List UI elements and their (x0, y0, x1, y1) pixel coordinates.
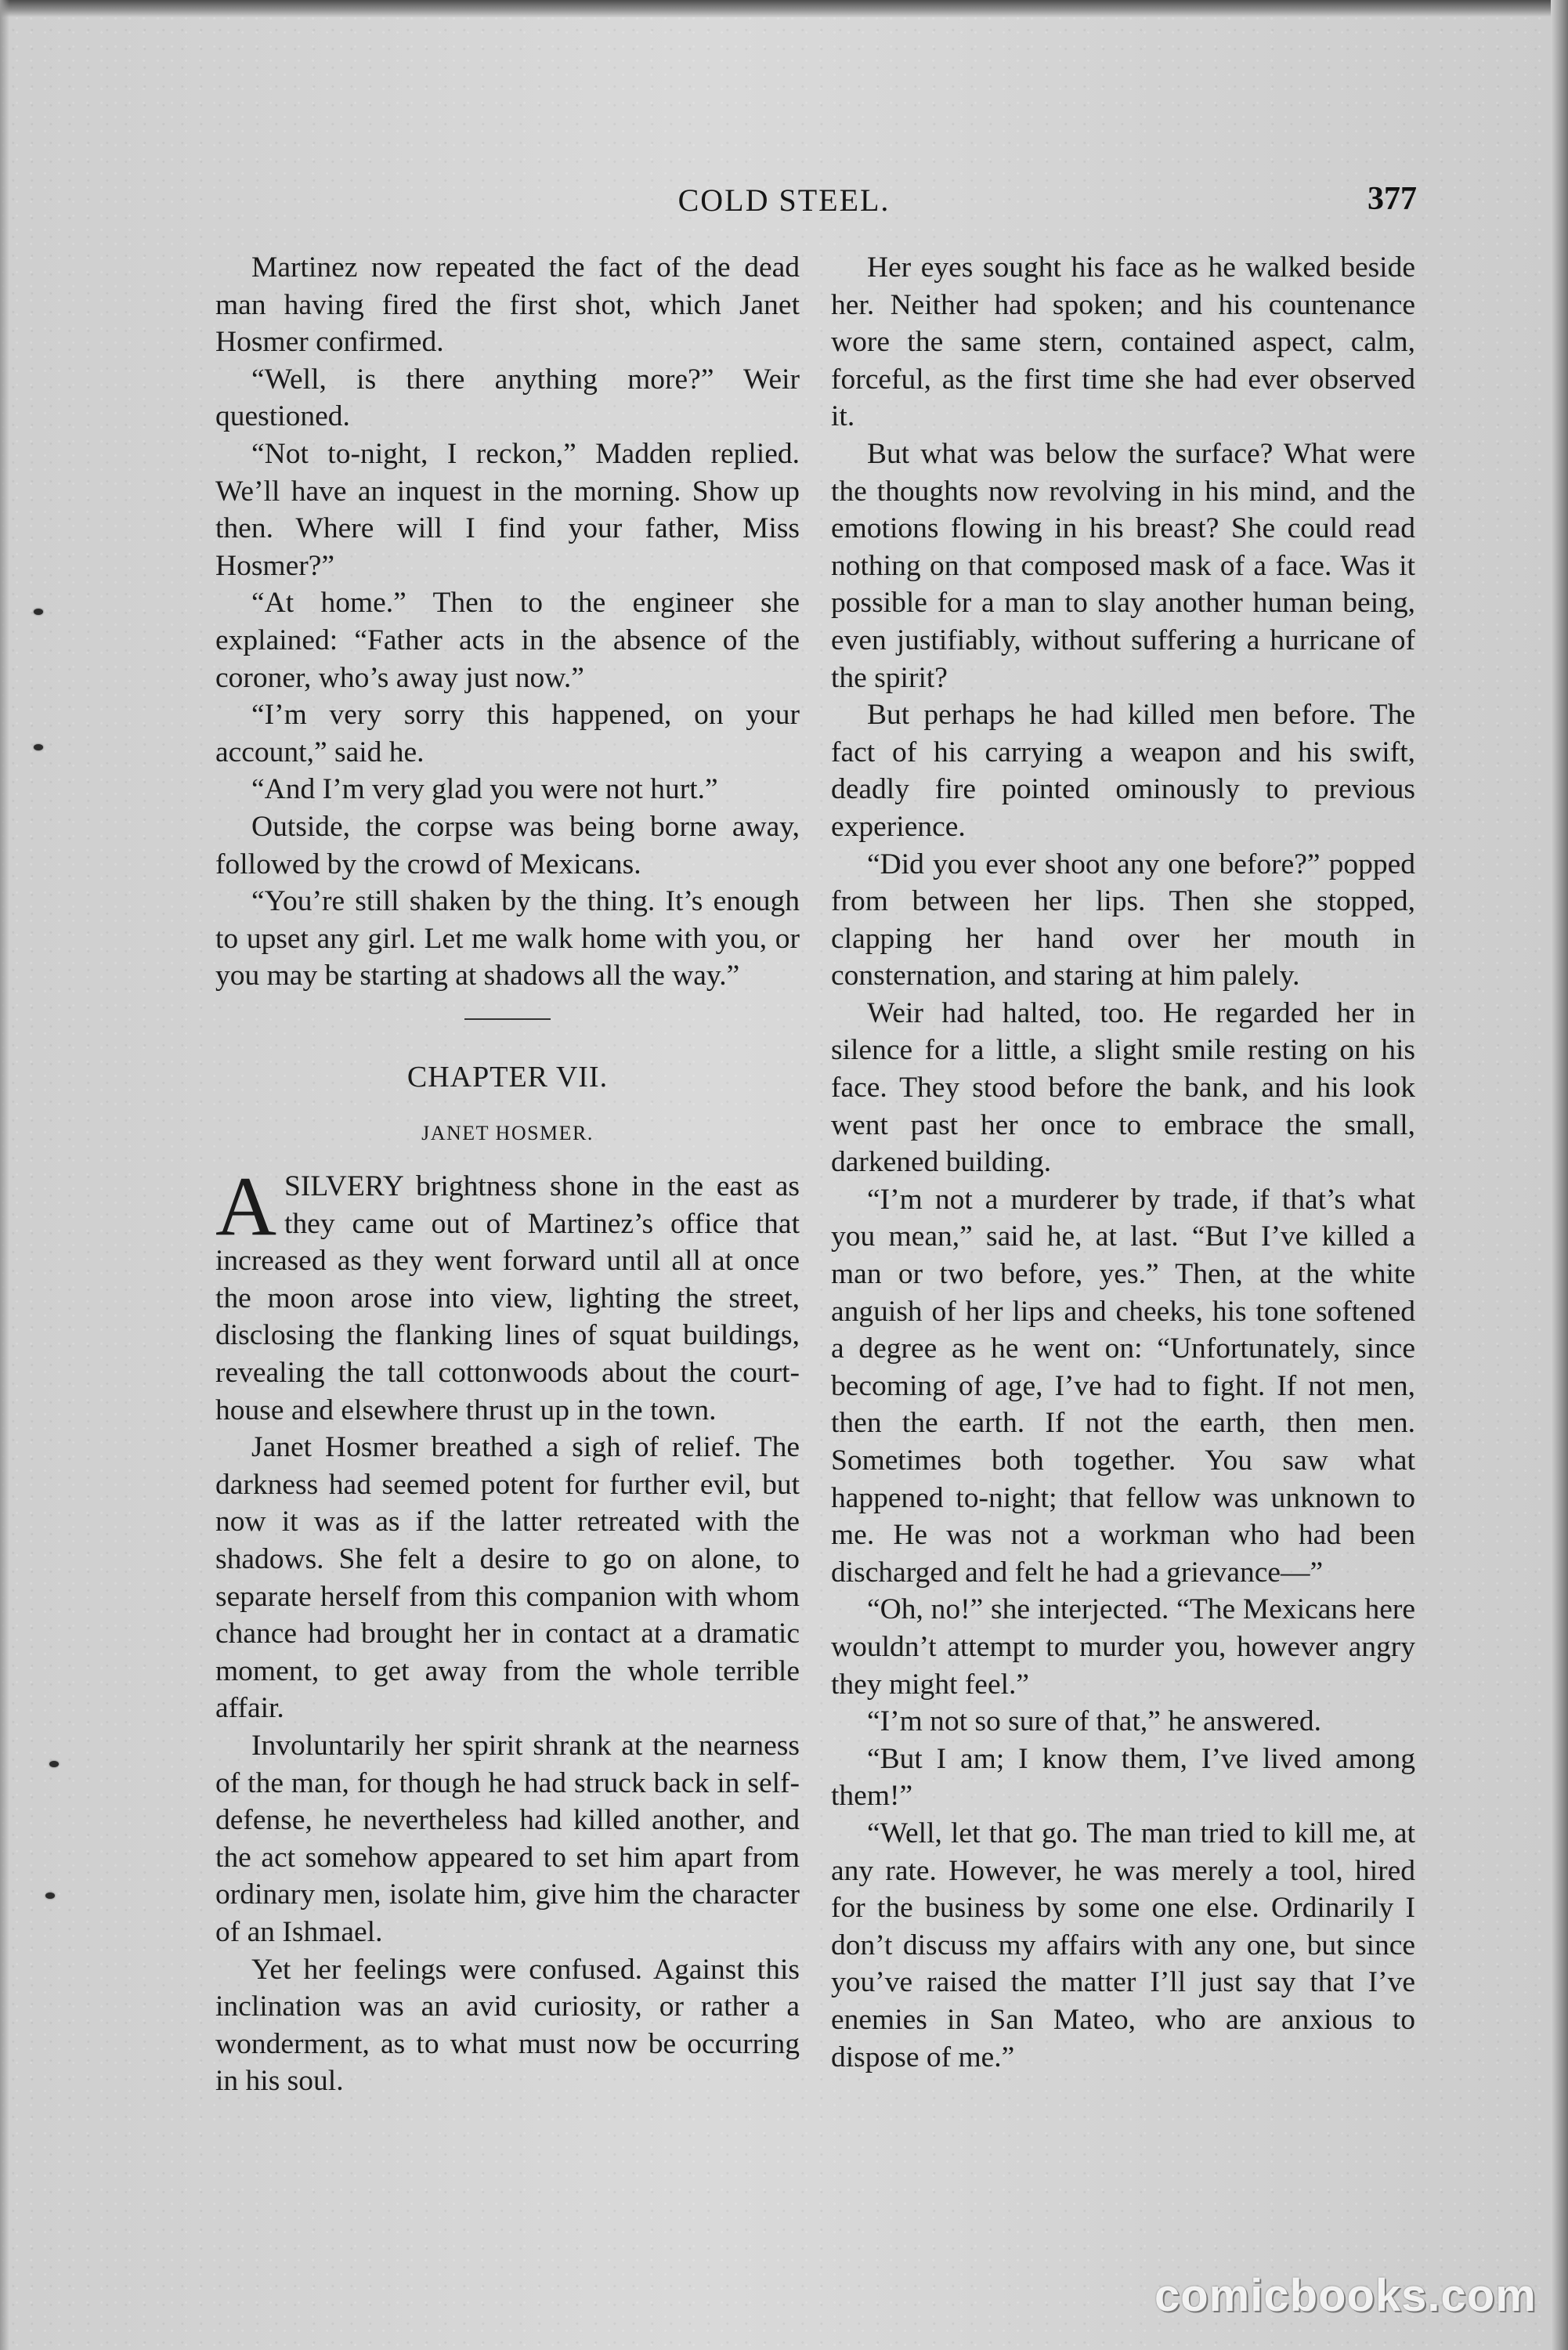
binding-hole-mark (49, 1761, 59, 1767)
paragraph: But what was below the surface? What were the thoughts now revolving in his mind, and the emotions flowing in his breast? She could read nothing on that composed mask of a face. Was it possible for a man to slay another human being, even justifiably, without suffering a hurricane of the spirit? (831, 437, 1415, 694)
paragraph: Outside, the corpse was being borne away, followed by the crowd of Mexicans. (215, 810, 800, 880)
paragraph: “Well, is there anything more?” Weir questioned. (215, 363, 800, 433)
opening-paragraph-text: SILVERY brightness shone in the east as they came out of Martinez’s office that increased as they went forward until all at once the moon arose into view, lighting the street, disclosing the flanking lines of squat buildings, revealing the tall cottonwoods about the court-house and elsewhere thrust up in the town. (215, 1170, 800, 1426)
paragraph: Janet Hosmer breathed a sigh of relief. The darkness had seemed potent for further evil, but now it was as if the latter retreated with the shadows. She felt a desire to go on alone, to separate herself from this companion with whom chance had brought her in contact at a dramatic moment, to get away from the whole terrible affair. (215, 1431, 800, 1725)
page-top-edge-shadow (0, 0, 1568, 17)
running-header (0, 182, 1568, 221)
paragraph: “Did you ever shoot any one before?” popped from between her lips. Then she stopped, clapping her hand over her mouth in consternation, and staring at him palely. (831, 848, 1415, 992)
chapter-heading: CHAPTER VII. (406, 1060, 609, 1094)
left-text-column (215, 249, 800, 2100)
paragraph: Weir had halted, too. He regarded her in silence for a little, a slight smile resting on his face. They stood before the bank, and his look went past her once to embrace the small, darkened building. (831, 996, 1415, 1179)
paragraph: But perhaps he had killed men before. The fact of his carrying a weapon and his swift, deadly fire pointed ominously to previous experience. (831, 699, 1415, 843)
paragraph: “I’m very sorry this happened, on your account,” said he. (215, 699, 800, 768)
paragraph: Involuntarily her spirit shrank at the nearness of the man, for though he had struck back in self-defense, he nevertheless had killed another, and the act somehow appeared to set him apart from ordinary men, isolate him, give him the character of an Ishmael. (215, 1729, 800, 1948)
chapter-title: JANET HOSMER. (421, 1122, 594, 1145)
page-number: 377 (1367, 181, 1417, 217)
chapter-opening-paragraph (215, 1160, 800, 1429)
paragraph: “I’m not a murderer by trade, if that’s what you mean,” said he, at last. “But I’ve killed a man or two before, yes.” Then, at the white anguish of her lips and cheeks, his tone softened a degree as he went on: “Unfortunately, since becoming of age, I’ve had to fight. If not men, then the earth. If not the earth, then men. Sometimes both together. You saw what happened to-night; that fellow was unknown to me. He was not a workman who had been discharged and felt he had a grievance—” (831, 1183, 1415, 1589)
paragraph: Yet her feelings were confused. Against this inclination was an avid curiosity, or rather a wonderment, as to what must now be occurring in his soul. (215, 1953, 800, 2098)
page-right-edge-shadow (1551, 0, 1568, 2350)
paragraph: Martinez now repeated the fact of the dead man having fired the first shot, which Janet Hosmer confirmed. (215, 251, 800, 359)
right-text-column (831, 249, 1415, 2076)
drop-cap-letter: A (215, 1160, 276, 1254)
binding-hole-mark (34, 744, 43, 750)
paragraph: “But I am; I know them, I’ve lived among them!” (831, 1742, 1415, 1813)
paragraph: “Not to-night, I reckon,” Madden replied. We’ll have an inquest in the morning. Show up then. Where will I find your father, Miss Hosmer?” (215, 437, 800, 582)
section-divider-rule (464, 1018, 551, 1020)
paragraph: “And I’m very glad you were not hurt.” (251, 773, 718, 806)
paragraph: “Well, let that go. The man tried to kill me, at any rate. However, he was merely a tool, hired for the business by some one else. Ordinarily I don’t discuss my affairs with any one, but since you’ve raised the matter I’ll just say that I’ve enemies in San Mateo, who are anxious to dispose of me.” (831, 1817, 1415, 2073)
binding-hole-mark (45, 1893, 55, 1899)
binding-hole-mark (34, 609, 43, 615)
page-left-edge-shadow (0, 0, 9, 2350)
site-watermark: comicbooks.com (1154, 2270, 1537, 2321)
paragraph: Her eyes sought his face as he walked beside her. Neither had spoken; and his countenance wore the same stern, contained aspect, calm, forceful, as the first time she had ever observed it. (831, 251, 1415, 433)
book-title: COLD STEEL. (677, 183, 891, 218)
paragraph: “At home.” Then to the engineer she explained: “Father acts in the absence of the coroner, who’s away just now.” (215, 587, 800, 694)
paragraph: “I’m not so sure of that,” he answered. (867, 1705, 1322, 1738)
paragraph: “Oh, no!” she interjected. “The Mexicans here wouldn’t attempt to murder you, however angry they might feel.” (831, 1593, 1415, 1701)
paragraph: “You’re still shaken by the thing. It’s enough to upset any girl. Let me walk home with you, or you may be starting at shadows all the way.” (215, 885, 800, 992)
